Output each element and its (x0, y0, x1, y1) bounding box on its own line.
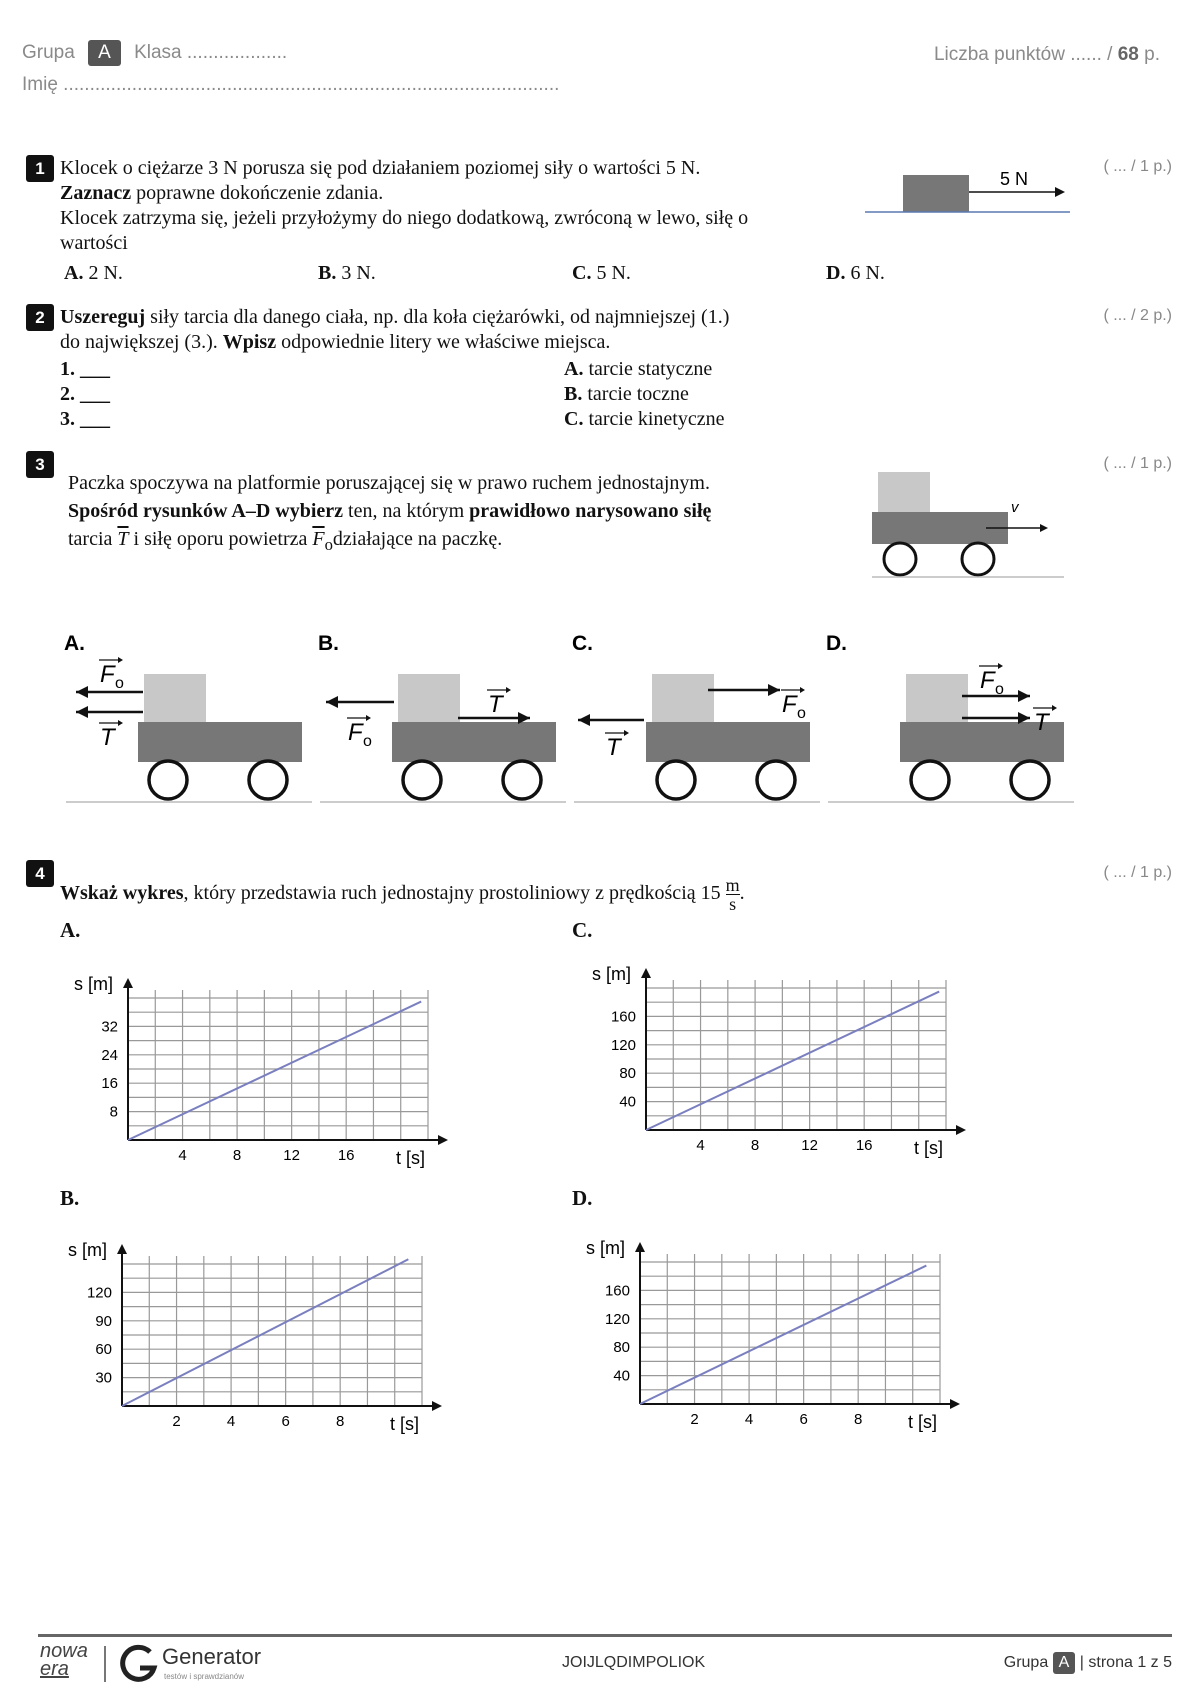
cart-c-label-F: F (782, 691, 797, 718)
y-tick-label: 80 (613, 1339, 630, 1357)
cart-b-wheel-right (503, 761, 541, 799)
y-tick-label: 120 (610, 1036, 636, 1054)
cart-a-wheel-right (249, 761, 287, 799)
x-tick-label: 16 (337, 1147, 355, 1164)
x-axis-arrow (956, 1125, 966, 1135)
points-summary (934, 44, 1160, 66)
footer-logo (40, 1642, 300, 1688)
q3-platform-diagram (868, 470, 1068, 585)
cart-d-wheel-left (911, 761, 949, 799)
q1-block-diagram (860, 160, 1080, 220)
class-field[interactable]: Klasa ................... (134, 42, 288, 63)
cart-a-label-F: F (100, 661, 115, 688)
q2-slot-1[interactable]: 1. ___ (60, 358, 110, 380)
cart-option-d-label[interactable]: D. (826, 632, 847, 655)
y-tick-label: 80 (619, 1065, 636, 1083)
cart-c-wheel-left (657, 761, 695, 799)
q1-line3: Klocek zatrzyma się, jeżeli przyłożymy do niego dodatkową, zwróconą w lewo, siłę o (60, 207, 749, 229)
cart-a-vector-tip (118, 720, 123, 726)
x-tick-label: 4 (696, 1137, 705, 1154)
cart-c-arrowhead-T (578, 714, 590, 726)
cart-c-label-F-sub: o (797, 705, 806, 722)
cart-a-vector-tip (118, 657, 123, 663)
group-badge: A (88, 40, 121, 66)
q2-slot-3[interactable]: 3. ___ (60, 408, 110, 430)
x-axis-label: t [s] (908, 1412, 938, 1432)
cart-d-label-T: T (1034, 709, 1049, 736)
graph-a-label[interactable]: A. (60, 918, 81, 942)
cart-a-package (144, 674, 206, 724)
cart-b-platform (392, 722, 556, 762)
graph-d[interactable] (574, 1236, 974, 1446)
cart-c-arrowhead-F (768, 684, 780, 696)
document-code: JOIJLQDIMPOLIOK (562, 1654, 706, 1671)
cart-a-platform (138, 722, 302, 762)
q1-option-c[interactable]: C. 5 N. (572, 262, 631, 284)
header-group (22, 40, 287, 66)
cart-b-vector-tip (366, 715, 371, 721)
force-label: 5 N (1000, 169, 1029, 189)
cart-c-label-T: T (606, 734, 621, 761)
cart-c-wheel-right (757, 761, 795, 799)
x-tick-label: 12 (801, 1137, 818, 1154)
y-tick-label: 16 (101, 1075, 118, 1093)
q3-line2: Spośród rysunków A–D wybierz ten, na którym prawidłowo narysowano siłę (68, 500, 712, 522)
series-line (640, 1266, 926, 1404)
q3-line1: Paczka spoczywa na platformie poruszającej się w prawo ruchem jednostajnym. (68, 472, 710, 494)
cart-option-a-label[interactable]: A. (64, 632, 85, 655)
cart-c-package (652, 674, 714, 724)
x-axis-label: t [s] (396, 1148, 426, 1168)
q1-option-a[interactable]: A. 2 N. (64, 262, 123, 284)
x-tick-label: 6 (799, 1411, 808, 1428)
cart-option-c-label[interactable]: C. (572, 632, 593, 655)
graph-a[interactable] (62, 972, 462, 1182)
name-field[interactable]: Imię .............................................................................................. (22, 74, 560, 95)
graph-c[interactable] (580, 962, 980, 1172)
q1-points[interactable]: ( ... / 1 p.) (1103, 158, 1172, 175)
cart-b-package (398, 674, 460, 724)
velocity-label: v (1011, 499, 1019, 516)
question-number-3: 3 (26, 451, 54, 478)
q1-text (60, 156, 860, 256)
points-suffix: p. (1144, 44, 1160, 65)
y-tick-label: 40 (613, 1367, 630, 1385)
cart-c-platform (646, 722, 810, 762)
cart-a-arrowhead-T (76, 706, 88, 718)
cart-d-vector-tip (998, 663, 1003, 669)
y-tick-label: 40 (619, 1093, 636, 1111)
y-tick-label: 120 (86, 1284, 112, 1302)
points-label: Liczba punktów ...... / (933, 44, 1113, 65)
cart-d-vector-tip (1052, 705, 1057, 711)
series-line (646, 992, 939, 1130)
logo-tagline: testów i sprawdzianów (164, 1672, 245, 1681)
q3-points[interactable]: ( ... / 1 p.) (1103, 455, 1172, 472)
y-tick-label: 90 (95, 1312, 112, 1330)
q2-text (60, 305, 940, 355)
q2-options (564, 357, 724, 432)
cart-c-vector-tip (624, 730, 629, 736)
cart-a-wheel-left (149, 761, 187, 799)
cart-b-label-T: T (488, 691, 503, 718)
x-axis-label: t [s] (914, 1138, 944, 1158)
x-tick-label: 8 (854, 1411, 863, 1428)
group-label: Grupa (22, 42, 75, 63)
graph-b[interactable] (56, 1238, 456, 1448)
q1-line1: Klocek o ciężarze 3 N porusza się pod działaniem poziomej siły o wartości 5 N. (60, 157, 701, 179)
q2-option-a: A. tarcie statyczne (564, 358, 713, 380)
y-axis-arrow (641, 968, 651, 978)
y-tick-label: 60 (95, 1341, 112, 1359)
x-tick-label: 2 (690, 1411, 699, 1428)
x-tick-label: 4 (178, 1147, 187, 1164)
q4-text: Wskaż wykres, który przedstawia ruch jednostajny prostoliniowy z prędkością 15 $\frac{m}{s}$ . (60, 875, 745, 914)
x-axis-arrow (432, 1401, 442, 1411)
y-tick-label: 24 (101, 1046, 118, 1064)
cart-a-label-T: T (100, 724, 115, 751)
y-axis-arrow (117, 1244, 127, 1254)
series-line (128, 1002, 421, 1140)
q2-option-c: C. tarcie kinetyczne (564, 408, 725, 430)
y-tick-label: 160 (610, 1008, 636, 1026)
q3-line3: tarcia $\overline{T}$ i siłę oporu powietrza $\overline{F}_odziałające$ na paczkę. (68, 528, 503, 554)
x-tick-label: 6 (281, 1413, 290, 1430)
package (878, 472, 930, 512)
x-axis-label: t [s] (390, 1414, 420, 1434)
y-axis-arrow (635, 1242, 645, 1252)
block (903, 175, 969, 212)
x-tick-label: 8 (750, 1137, 760, 1154)
cart-b-arrowhead-F (326, 696, 338, 708)
wheel-right (962, 543, 994, 575)
q3-carts (0, 620, 1200, 820)
y-axis-label: s [m] (74, 974, 113, 994)
q2-line2: do największej (3.). Wpisz odpowiednie litery we właściwe miejsca. (60, 331, 611, 353)
y-axis-label: s [m] (592, 964, 631, 984)
graph-b-label[interactable]: B. (60, 1186, 80, 1210)
x-axis-arrow (950, 1399, 960, 1409)
cart-d-label-F: F (980, 667, 995, 694)
x-axis-arrow (438, 1135, 448, 1145)
graph-c-label[interactable]: C. (572, 918, 593, 942)
footer-divider (38, 1634, 1172, 1637)
wheel-left (884, 543, 916, 575)
y-tick-label: 32 (101, 1018, 118, 1036)
q2-slots (60, 357, 110, 432)
x-tick-label: 4 (226, 1413, 236, 1430)
cart-d-arrowhead-F (1018, 690, 1030, 702)
x-tick-label: 4 (744, 1411, 754, 1428)
question-number-1: 1 (26, 155, 54, 182)
y-tick-label: 8 (109, 1103, 118, 1121)
question-number-4: 4 (26, 860, 54, 887)
q4-points[interactable]: ( ... / 1 p.) (1103, 864, 1172, 881)
q1-option-d[interactable]: D. 6 N. (826, 262, 885, 284)
question-number-2: 2 (26, 304, 54, 331)
logo-nowa-era: nowa era (40, 1640, 88, 1680)
q1-option-b[interactable]: B. 3 N. (318, 262, 376, 284)
cart-a-label-F-sub: o (115, 675, 124, 692)
x-tick-label: 2 (172, 1413, 181, 1430)
x-tick-label: 8 (232, 1147, 242, 1164)
y-axis-label: s [m] (586, 1238, 625, 1258)
cart-b-label-F: F (348, 719, 363, 746)
q2-points[interactable]: ( ... / 2 p.) (1103, 307, 1172, 324)
q2-option-b: B. tarcie toczne (564, 383, 689, 405)
cart-d-package (906, 674, 968, 724)
y-tick-label: 160 (604, 1282, 630, 1300)
cart-c-vector-tip (800, 687, 805, 693)
logo-generator: Generator (162, 1644, 262, 1669)
cart-b-label-F-sub: o (363, 733, 372, 750)
y-tick-label: 120 (604, 1310, 630, 1328)
y-axis-label: s [m] (68, 1240, 107, 1260)
q2-line1: Uszereguj siły tarcia dla danego ciała, np. dla koła ciężarówki, od najmniejszej (1.) (60, 306, 730, 328)
y-tick-label: 30 (95, 1369, 112, 1387)
x-tick-label: 12 (283, 1147, 300, 1164)
cart-b-vector-tip (506, 687, 511, 693)
q1-line4: wartości (60, 232, 128, 254)
force-arrow-head (1055, 187, 1065, 197)
cart-b-wheel-left (403, 761, 441, 799)
y-axis-arrow (123, 978, 133, 988)
series-line (122, 1259, 408, 1406)
q1-line2: Zaznacz poprawne dokończenie zdania. (60, 182, 384, 204)
cart-d-label-F-sub: o (995, 681, 1004, 698)
cart-a-arrowhead-F (76, 686, 88, 698)
q2-slot-2[interactable]: 2. ___ (60, 383, 110, 405)
footer-page-info: Grupa A | strona 1 z 5 (1004, 1652, 1172, 1674)
points-total: 68 (1117, 44, 1139, 65)
cart-option-b-label[interactable]: B. (318, 632, 339, 655)
q3-text (68, 469, 868, 559)
x-tick-label: 8 (336, 1413, 345, 1430)
graph-d-label[interactable]: D. (572, 1186, 593, 1210)
footer-group-badge: A (1053, 1652, 1076, 1674)
cart-d-wheel-right (1011, 761, 1049, 799)
x-tick-label: 16 (855, 1137, 873, 1154)
generator-g-icon (120, 1644, 160, 1684)
